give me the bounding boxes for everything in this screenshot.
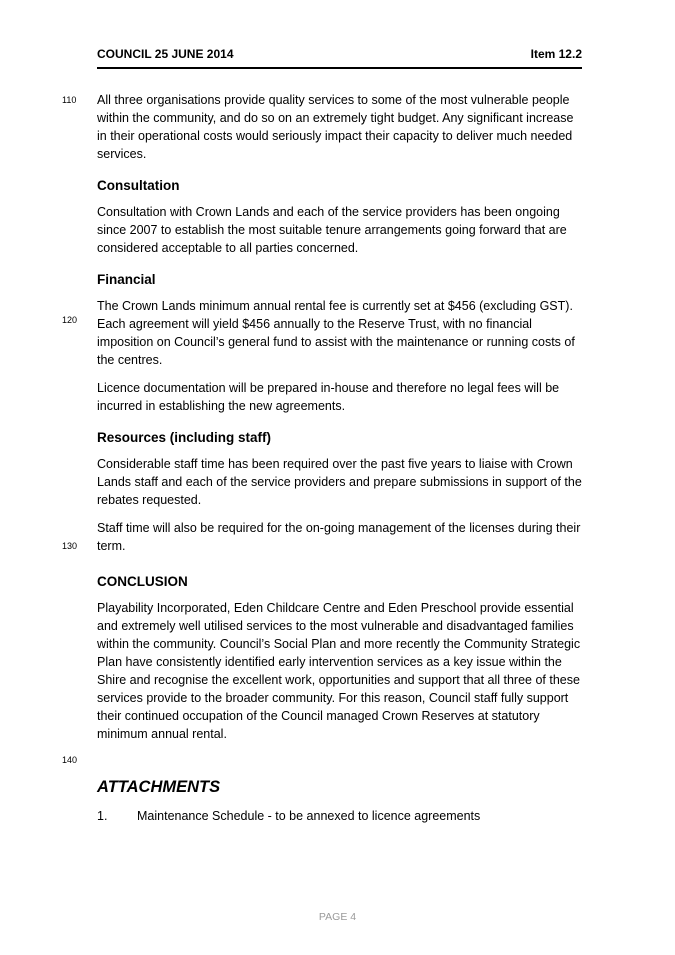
- document-body: [97, 91, 582, 753]
- financial-paragraph-2: Licence documentation will be prepared in-house and therefore no legal fees will be incurred in establishing the new agreements.: [97, 381, 560, 413]
- conclusion-heading: CONCLUSION: [97, 574, 188, 589]
- line-number-130: 130: [62, 541, 78, 551]
- attachments-section: [97, 776, 582, 825]
- header-divider: [97, 67, 582, 69]
- page-header: [97, 47, 582, 67]
- resources-paragraph-2: Staff time will also be required for the on-going management of the licenses during their term.: [97, 521, 581, 553]
- header-item-number: Item 12.2: [530, 47, 582, 61]
- intro-paragraph: All three organisations provide quality services to some of the most vulnerable people within the community, and do so on an extremely tight budget. Any significant increase in their operational costs would seriously impact their capacity to deliver much needed services.: [97, 93, 574, 161]
- financial-heading: Financial: [97, 272, 156, 287]
- resources-paragraph-1: Considerable staff time has been required over the past five years to liaise with Crown Lands staff and each of the service providers and prepare submissions in support of the rebates requested.: [97, 457, 582, 507]
- conclusion-paragraph: Playability Incorporated, Eden Childcare Centre and Eden Preschool provide essential and extremely well utilised services to the most vulnerable and disadvantaged families within the community. Council’s Social Plan and more recently the Community Strategic Plan have consistently identified early intervention services as a key issue within the Shire and recognise the excellent work, opportunities and support that all three of these services provide to the broader community. For this reason, Council staff fully support their continued occupation of the Council managed Crown Reserves at statutory minimum annual rental.: [97, 601, 581, 741]
- page-number: PAGE 4: [318, 911, 357, 923]
- resources-heading: Resources (including staff): [97, 430, 272, 445]
- line-number-120: 120: [62, 315, 78, 325]
- header-meeting-title: COUNCIL 25 JUNE 2014: [97, 47, 234, 61]
- line-number-110: 110: [62, 95, 77, 105]
- consultation-paragraph: Consultation with Crown Lands and each of the service providers has been ongoing since 2007 to establish the most suitable tenure arrangements going forward that are considered acceptable to all parties concerned.: [97, 205, 567, 255]
- attachment-title: Maintenance Schedule - to be annexed to licence agreements: [137, 809, 481, 823]
- line-number-140: 140: [62, 755, 78, 765]
- attachment-number: 1.: [97, 809, 108, 823]
- financial-paragraph-1: The Crown Lands minimum annual rental fee is currently set at $456 (excluding GST). Each agreement will yield $456 annually to the Reserve Trust, with no financial imposition on Council’s general fund to assist with the maintenance or running costs of the centres.: [97, 299, 575, 367]
- attachment-item: [97, 807, 582, 825]
- attachments-heading: ATTACHMENTS: [97, 778, 221, 796]
- consultation-heading: Consultation: [97, 178, 180, 193]
